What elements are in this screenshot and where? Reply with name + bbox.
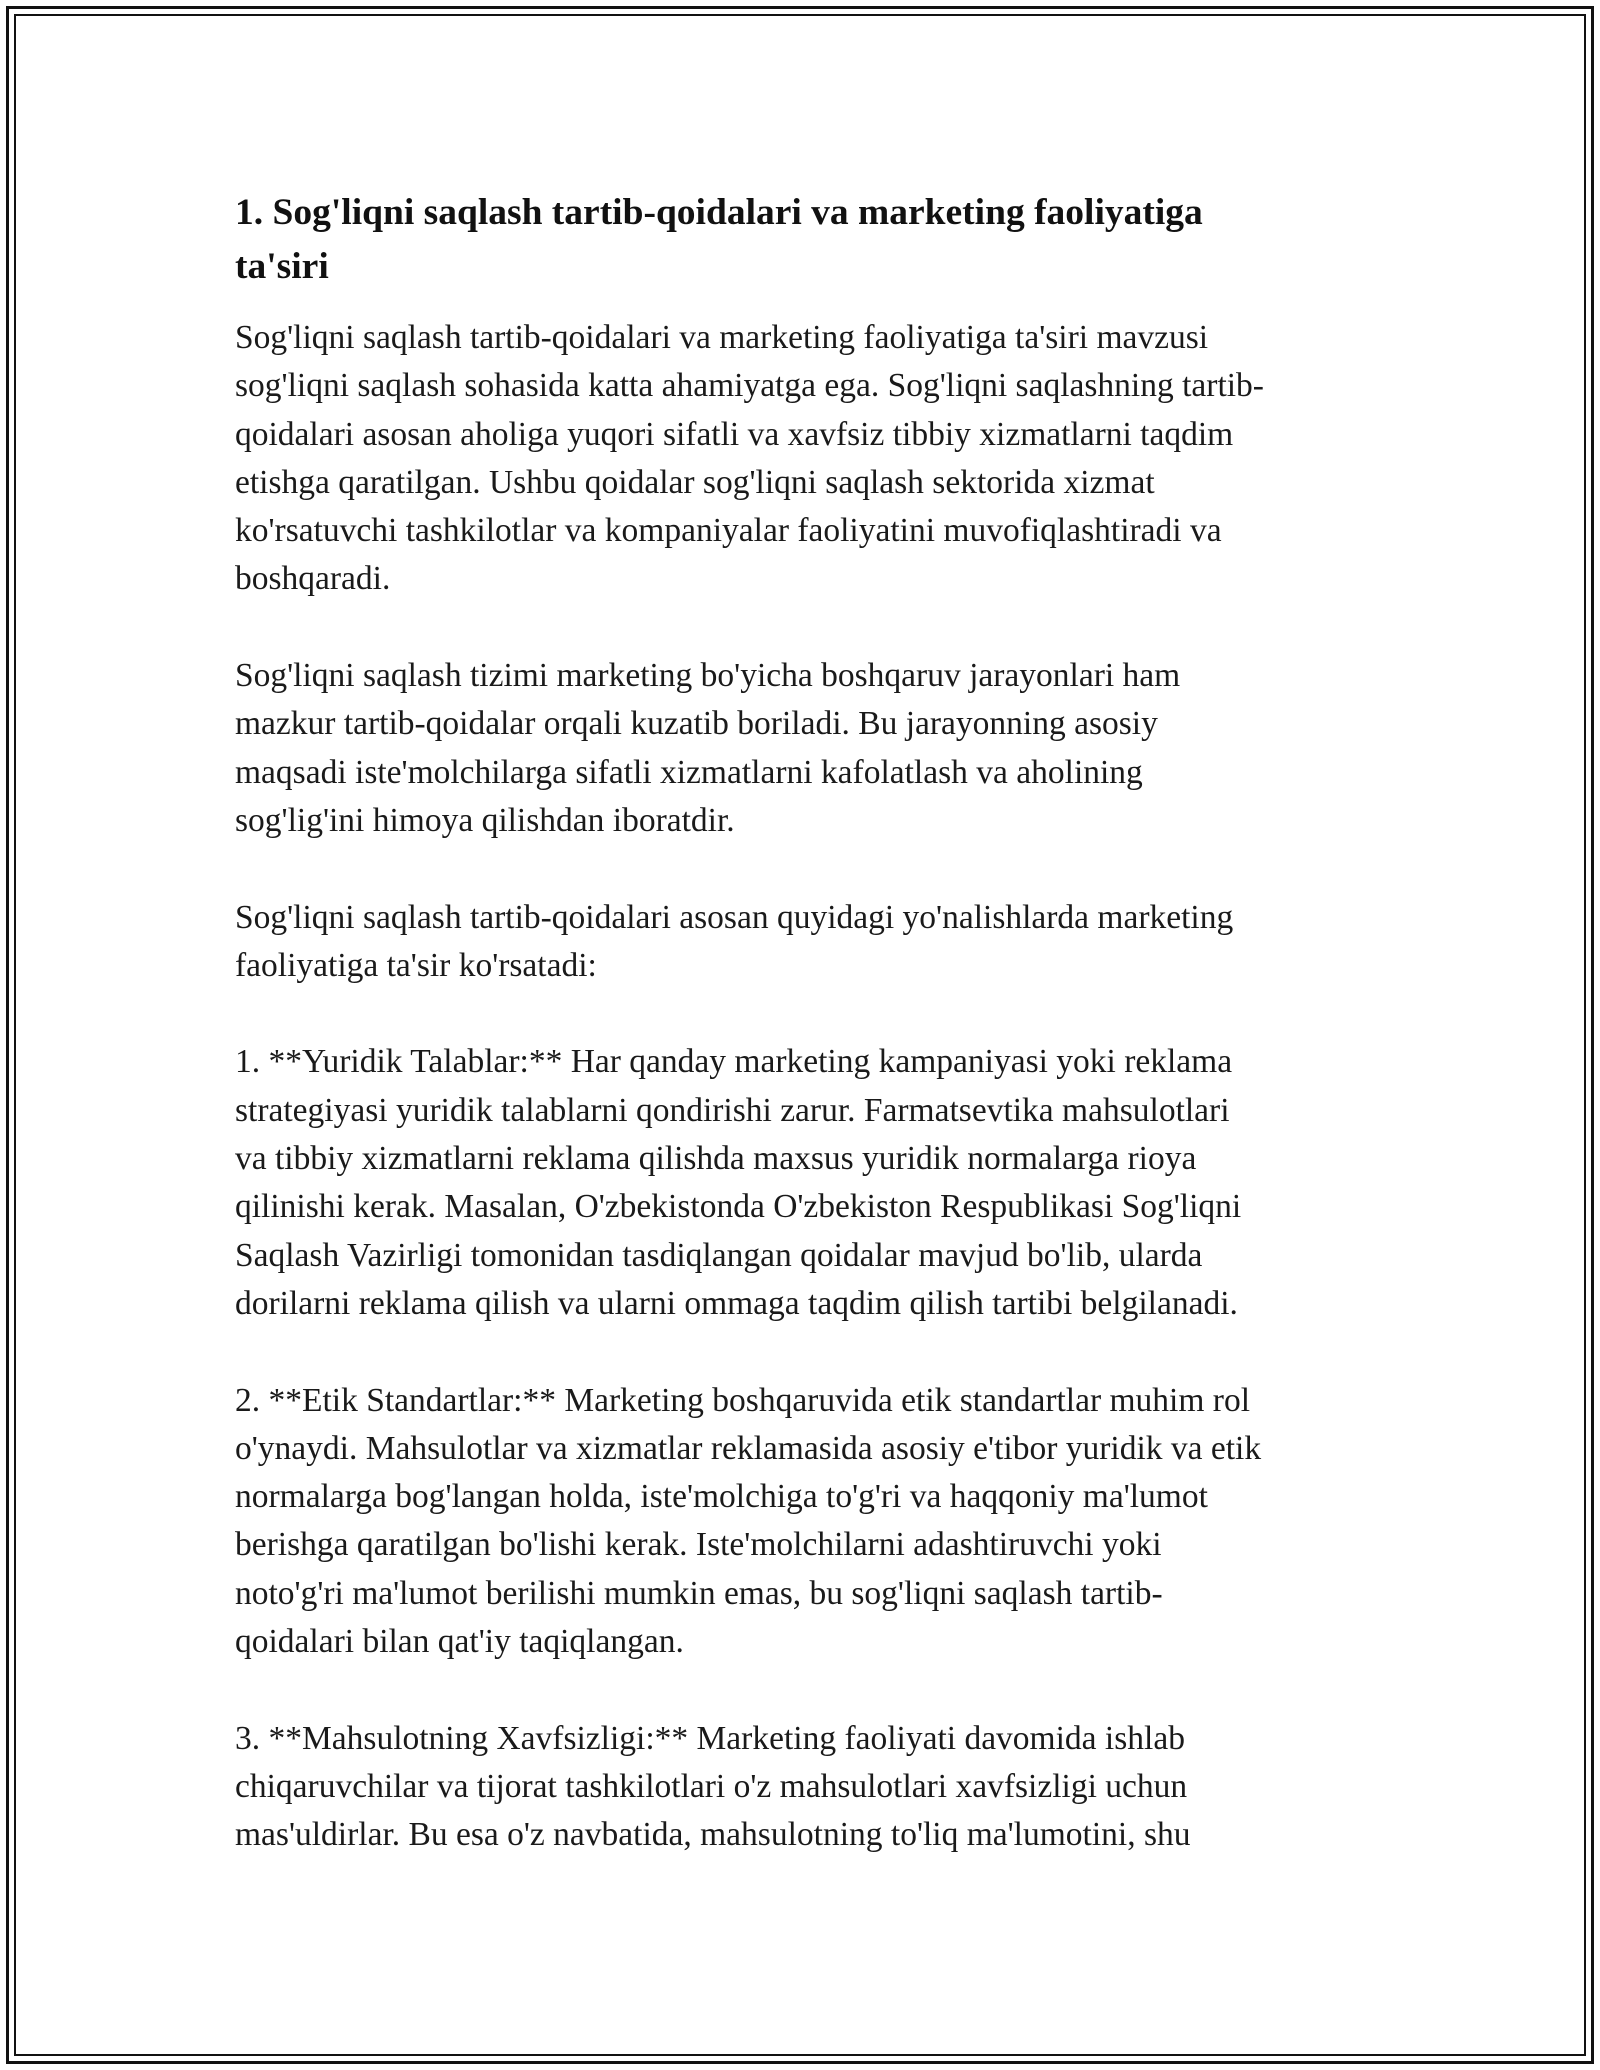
text-line: Sog'liqni saqlash tizimi marketing bo'yicha boshqaruv jarayonlari ham: [235, 657, 1181, 695]
system-paragraph: [235, 652, 1370, 845]
list-item-product-safety: [235, 1715, 1370, 1860]
text-line: sog'liqni saqlash sohasida katta ahamiyatga ega. Sog'liqni saqlashning tartib-: [235, 367, 1264, 405]
text-line: va tibbiy xizmatlarni reklama qilishda maxsus yuridik normalarga rioya: [235, 1140, 1197, 1178]
text-line: strategiyasi yuridik talablarni qondirishi zarur. Farmatsevtika mahsulotlari: [235, 1091, 1230, 1129]
text-line: sog'lig'ini himoya qilishdan iboratdir.: [235, 801, 735, 839]
text-line: 1. **Yuridik Talablar:** Har qanday marketing kampaniyasi yoki reklama: [235, 1043, 1233, 1081]
text-line: berishga qaratilgan bo'lishi kerak. Iste'molchilarni adashtiruvchi yoki: [235, 1526, 1162, 1564]
text-line: Sog'liqni saqlash tartib-qoidalari va marketing faoliyatiga ta'siri mavzusi: [235, 319, 1209, 356]
text-line: 3. **Mahsulotning Xavfsizligi:** Marketing faoliyati davomida ishlab: [235, 1719, 1185, 1757]
text-line: etishga qaratilgan. Ushbu qoidalar sog'liqni saqlash sektorida xizmat: [235, 463, 1155, 501]
text-line: maqsadi iste'molchilarga sifatli xizmatlarni kafolatlash va aholining: [235, 753, 1143, 791]
text-line: chiqaruvchilar va tijorat tashkilotlari o'z mahsulotlari xavfsizligi uchun: [235, 1767, 1188, 1805]
section-title-line: 1. Sog'liqni saqlash tartib-qoidalari va marketing faoliyatiga: [235, 192, 1203, 233]
text-line: noto'g'ri ma'lumot berilishi mumkin emas, bu sog'liqni saqlash tartib-: [235, 1574, 1163, 1612]
intro-paragraph: [235, 314, 1370, 604]
list-item-ethical-standards: [235, 1377, 1370, 1667]
text-line: boshqaradi.: [235, 560, 391, 598]
directions-paragraph: [235, 894, 1370, 991]
text-line: 2. **Etik Standartlar:** Marketing boshqaruvida etik standartlar muhim rol: [235, 1381, 1251, 1419]
text-line: dorilarni reklama qilish va ularni ommaga taqdim qilish tartibi belgilanadi.: [235, 1284, 1238, 1322]
text-line: qilinishi kerak. Masalan, O'zbekistonda O'zbekiston Respublikasi Sog'liqni: [235, 1188, 1242, 1226]
text-line: Saqlash Vazirligi tomonidan tasdiqlangan qoidalar mavjud bo'lib, ularda: [235, 1236, 1203, 1274]
text-line: qoidalari asosan aholiga yuqori sifatli va xavfsiz tibbiy xizmatlarni taqdim: [235, 415, 1234, 453]
text-line: faoliyatiga ta'sir ko'rsatadi:: [235, 946, 597, 984]
list-item-legal-requirements: [235, 1038, 1370, 1328]
text-line: mazkur tartib-qoidalar orqali kuzatib boriladi. Bu jarayonning asosiy: [235, 705, 1158, 743]
text-line: mas'uldirlar. Bu esa o'z navbatida, mahsulotning to'liq ma'lumotini, shu: [235, 1816, 1191, 1854]
text-line: qoidalari bilan qat'iy taqiqlangan.: [235, 1623, 684, 1661]
text-line: Sog'liqni saqlash tartib-qoidalari asosan quyidagi yo'nalishlarda marketing: [235, 898, 1234, 936]
text-line: normalarga bog'langan holda, iste'molchiga to'g'ri va haqqoniy ma'lumot: [235, 1478, 1208, 1516]
section-title-line: ta'siri: [235, 246, 329, 287]
text-line: ko'rsatuvchi tashkilotlar va kompaniyalar faoliyatini muvofiqlashtiradi va: [235, 512, 1222, 550]
section-title: [235, 186, 1370, 294]
document-body: [235, 186, 1370, 1908]
text-line: o'ynaydi. Mahsulotlar va xizmatlar reklamasida asosiy e'tibor yuridik va etik: [235, 1429, 1262, 1467]
